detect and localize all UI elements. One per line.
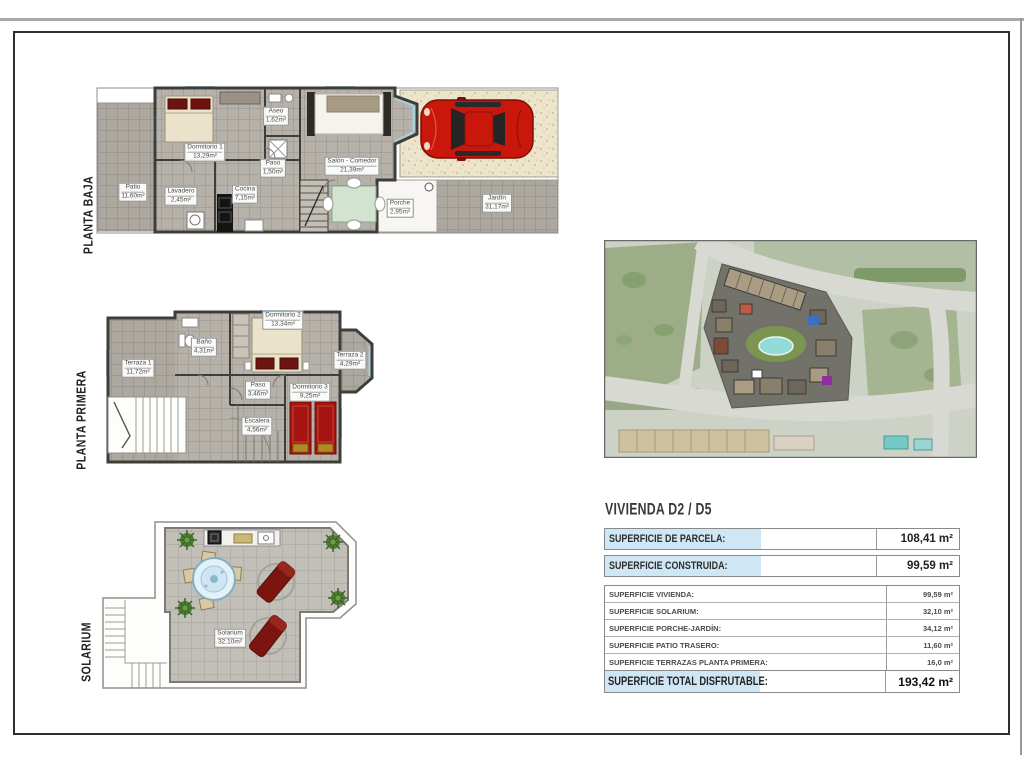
- table-row: SUPERFICIE VIVIENDA: 99,59 m²: [605, 586, 959, 602]
- table-row: SUPERFICIE TERRAZAS PLANTA PRIMERA: 16,0 m²: [605, 653, 959, 670]
- room-label-aseo: Aseo 1,62m²: [263, 107, 289, 126]
- car-top-view: [421, 97, 533, 161]
- room-label-dormitorio1: Dormitorio 1 13,29m²: [184, 143, 225, 162]
- room-label-dormitorio2: Dormitorio 2 13,34m²: [262, 311, 303, 330]
- surface-detail-table: [604, 585, 960, 693]
- room-label-paso-pp: Paso 3,46m²: [245, 381, 271, 400]
- table-row: SUPERFICIE PORCHE-JARDÍN: 34,12 m²: [605, 619, 959, 636]
- parcela-value: 108,41 m²: [900, 533, 953, 545]
- room-label-escalera: Escalera 4,56m²: [241, 417, 272, 436]
- total-label-cell: SUPERFICIE TOTAL DISFRUTABLE:: [605, 671, 760, 692]
- pool: [759, 337, 793, 355]
- floor-label-solarium: SOLARIUM: [78, 622, 94, 682]
- room-label-terraza2: Terraza 2 4,29m²: [333, 351, 366, 370]
- parcela-label-cell: SUPERFICIE DE PARCELA:: [605, 529, 761, 549]
- planta-primera-plan: [100, 298, 390, 470]
- total-value: 193,42 m²: [898, 674, 953, 689]
- right-edge-line: [1020, 18, 1022, 755]
- site-aerial-photo: [604, 240, 977, 458]
- solarium-drawing: [100, 518, 380, 693]
- room-label-jardin: Jardín 31,17m²: [482, 194, 512, 213]
- construida-row: [604, 555, 960, 577]
- room-label-salon-comedor: Salón - Comedor 21,39m²: [324, 157, 379, 176]
- room-label-patio: Patio 11,60m²: [118, 183, 147, 202]
- table-row: SUPERFICIE PATIO TRASERO: 11,60 m²: [605, 636, 959, 653]
- planta-baja-plan: [95, 86, 565, 236]
- room-label-solarium: Solarium 32,10m²: [214, 629, 246, 648]
- table-row: SUPERFICIE SOLARIUM: 32,10 m²: [605, 602, 959, 619]
- floor-label-planta-baja: PLANTA BAJA: [80, 175, 96, 255]
- room-label-bano: Baño 4,31m²: [191, 338, 217, 357]
- room-label-dormitorio3: Dormitorio 3 9,25m²: [289, 383, 330, 402]
- construida-value: 99,59 m²: [906, 560, 953, 572]
- parcela-row: [604, 528, 960, 550]
- total-row: [605, 670, 959, 692]
- construida-label-cell: SUPERFICIE CONSTRUIDA:: [605, 556, 761, 576]
- aerial-drawing: [604, 240, 977, 458]
- room-label-terraza1: Terraza 1 11,72m²: [121, 359, 154, 378]
- room-label-cocina: Cocina 7,15m²: [232, 185, 258, 204]
- room-label-lavadero: Lavadero 2,45m²: [164, 187, 197, 206]
- surface-summary: [604, 500, 960, 700]
- room-label-paso-pb: Paso 1,50m²: [260, 159, 286, 178]
- floor-label-planta-primera: PLANTA PRIMERA: [73, 370, 89, 470]
- vivienda-title: VIVIENDA D2 / D5: [605, 500, 712, 519]
- room-label-porche: Porche 2,95m²: [387, 199, 414, 218]
- top-edge-line: [0, 18, 1024, 21]
- solarium-plan: [100, 518, 380, 693]
